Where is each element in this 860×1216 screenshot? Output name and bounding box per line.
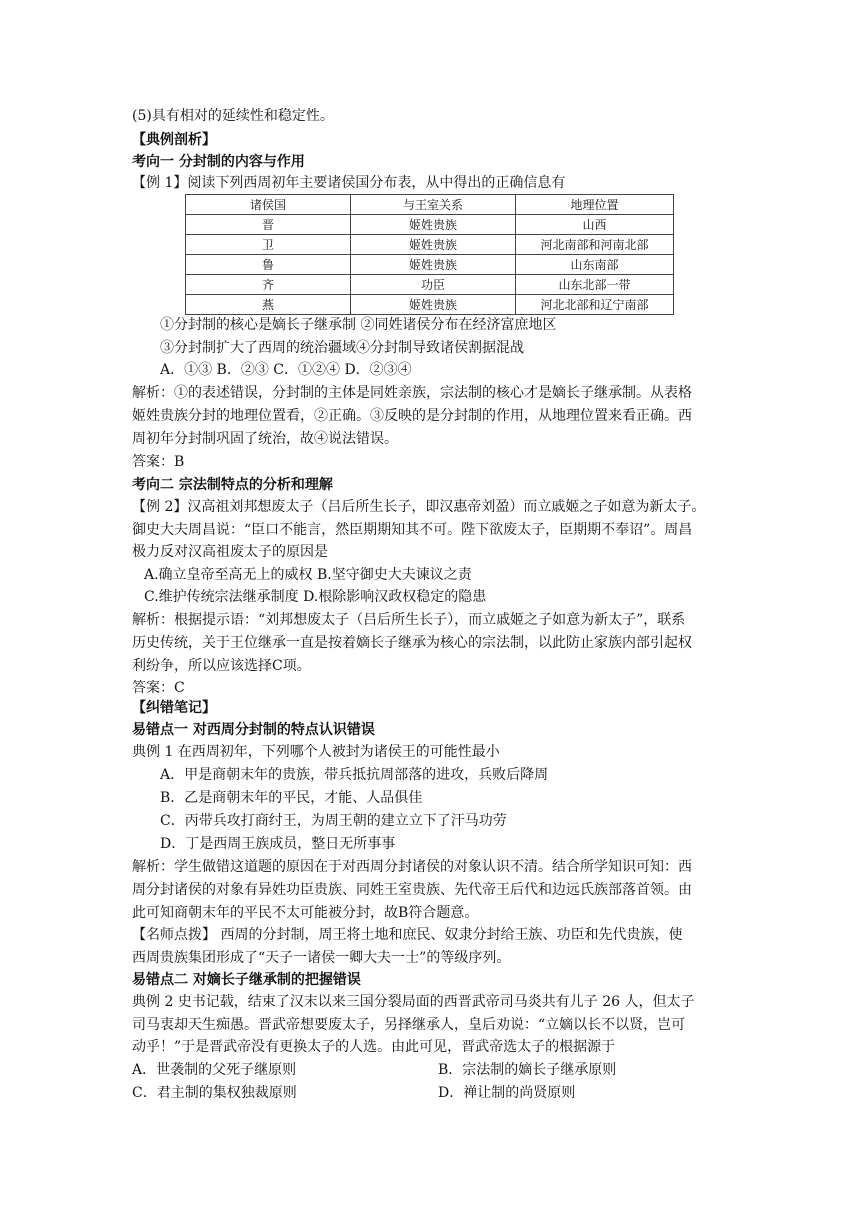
example2-analysis-3: 利纷争，所以应该选择C项。 [132,658,311,674]
example1-options: A．①③ B．②③ C．①②④ D．②③④ [160,362,412,378]
example1-analysis-3: 周初年分封制巩固了统治，故④说法错误。 [132,431,398,447]
error2-option-b: B．宗法制的嫡长子继承原则 [438,1062,617,1078]
example1-statements-2: ③分封制扩大了西周的统治疆域④分封制导致诸侯割据混战 [160,340,524,356]
error2-option-c: C．君主制的集权独裁原则 [132,1085,297,1101]
error2-option-d: D．禅让制的尚贤原则 [438,1085,576,1101]
direction-heading-1: 考向一 分封制的内容与作用 [132,154,305,170]
intro-point: (5)具有相对的延续性和稳定性。 [132,108,334,124]
table-cell: 山东南部 [516,255,674,275]
error2-question-1: 典例 2 史书记载，结束了汉末以来三国分裂局面的西晋武帝司马炎共有儿子 26 人，但太子 [132,994,695,1010]
example2-options-1: A.确立皇帝至高无上的威权 B.坚守御史大夫谏议之责 [144,567,472,583]
section-heading-examples: 【典例剖析】 [132,132,216,148]
example2-question-2: 御史大夫周昌说：“臣口不能言，然臣期期知其不可。陛下欲废太子，臣期期不奉诏”。周昌 [132,522,693,538]
example1-analysis-2: 姬姓贵族分封的地理位置看，②正确。③反映的是分封制的作用，从地理位置来看正确。西 [132,408,692,424]
table-row [186,215,674,235]
table-cell: 山西 [516,215,674,235]
error1-option-a: A．甲是商朝末年的贵族，带兵抵抗周部落的进攻，兵败后降周 [160,767,549,783]
table-cell: 姬姓贵族 [351,215,516,235]
error1-option-b: B．乙是商朝末年的平民，才能、人品俱佳 [160,790,423,806]
table-cell: 功臣 [351,275,516,295]
example2-answer: 答案：C [132,680,185,696]
table-cell: 河北南部和河南北部 [516,235,674,255]
table-cell: 晋 [186,215,351,235]
table-cell: 山东北部一带 [516,275,674,295]
example1-question: 【例 1】阅读下列西周初年主要诸侯国分布表，从中得出的正确信息有 [132,175,566,191]
error1-analysis-1: 解析：学生做错这道题的原因在于对西周分封诸侯的对象认识不清。结合所学知识可知：西 [132,859,692,875]
table-row [186,295,674,315]
error1-tip-2: 西周贵族集团形成了“天子一诸侯一卿大夫一士”的等级序列。 [132,950,511,966]
error1-analysis-2: 周分封诸侯的对象有异姓功臣贵族、同姓王室贵族、先代帝王后代和边远氏族部落首领。由 [132,882,692,898]
example2-question-1: 【例 2】汉高祖刘邦想废太子（吕后所生长子，即汉惠帝刘盈）而立戚姬之子如意为新太子。 [132,499,706,515]
error1-tip-1: 【名师点拨】 西周的分封制，周王将土地和庶民、奴隶分封给王族、功臣和先代贵族，使 [132,927,683,943]
section-heading-notes: 【纠错笔记】 [132,700,216,716]
table-cell: 姬姓贵族 [351,295,516,315]
error2-title: 易错点二 对嫡长子继承制的把握错误 [132,972,361,988]
table-cell: 燕 [186,295,351,315]
example2-question-3: 极力反对汉高祖废太子的原因是 [132,544,328,560]
error1-title: 易错点一 对西周分封制的特点认识错误 [132,722,375,738]
error1-analysis-3: 此可知商朝末年的平民不太可能被分封，故B符合题意。 [132,905,479,921]
table-row [186,235,674,255]
table-header-cell: 与王室关系 [351,195,516,215]
table-cell: 卫 [186,235,351,255]
example2-analysis-2: 历史传统，关于王位继承一直是按着嫡长子继承为核心的宗法制，以此防止家族内部引起权 [132,635,692,651]
error2-question-3: 动乎！”于是晋武帝没有更换太子的人选。由此可见，晋武帝选太子的根据源于 [132,1039,616,1055]
example1-statements-1: ①分封制的核心是嫡长子继承制 ②同姓诸侯分布在经济富庶地区 [160,317,557,333]
table-header-row [186,195,674,215]
table-cell: 鲁 [186,255,351,275]
example1-analysis-1: 解析：①的表述错误，分封制的主体是同姓亲族，宗法制的核心才是嫡长子继承制。从表格 [132,385,692,401]
direction-heading-2: 考向二 宗法制特点的分析和理解 [132,477,333,493]
error2-option-a: A．世袭制的父死子继原则 [132,1062,297,1078]
error1-question: 典例 1 在西周初年，下列哪个人被封为诸侯王的可能性最小 [132,744,500,760]
table-cell: 齐 [186,275,351,295]
table-cell: 河北北部和辽宁南部 [516,295,674,315]
table-cell: 姬姓贵族 [351,235,516,255]
vassal-distribution-table [185,194,674,315]
error1-option-d: D．丁是西周王族成员，整日无所事事 [160,836,396,852]
error2-question-2: 司马衷却天生痴愚。晋武帝想要废太子，另择继承人，皇后劝说：“立嫡以长不以贤，岂可 [132,1017,686,1033]
example2-options-2: C.维护传统宗法继承制度 D.根除影响汉政权稳定的隐患 [144,589,487,605]
table-header-cell: 诸侯国 [186,195,351,215]
table-row [186,275,674,295]
example2-analysis-1: 解析：根据提示语：“刘邦想废太子（吕后所生长子），而立戚姬之子如意为新太子”，联系 [132,612,686,628]
example1-answer: 答案：B [132,454,185,470]
table-cell: 姬姓贵族 [351,255,516,275]
table-header-cell: 地理位置 [516,195,674,215]
table-row [186,255,674,275]
error1-option-c: C．丙带兵攻打商纣王，为周王朝的建立立下了汗马功劳 [160,813,507,829]
